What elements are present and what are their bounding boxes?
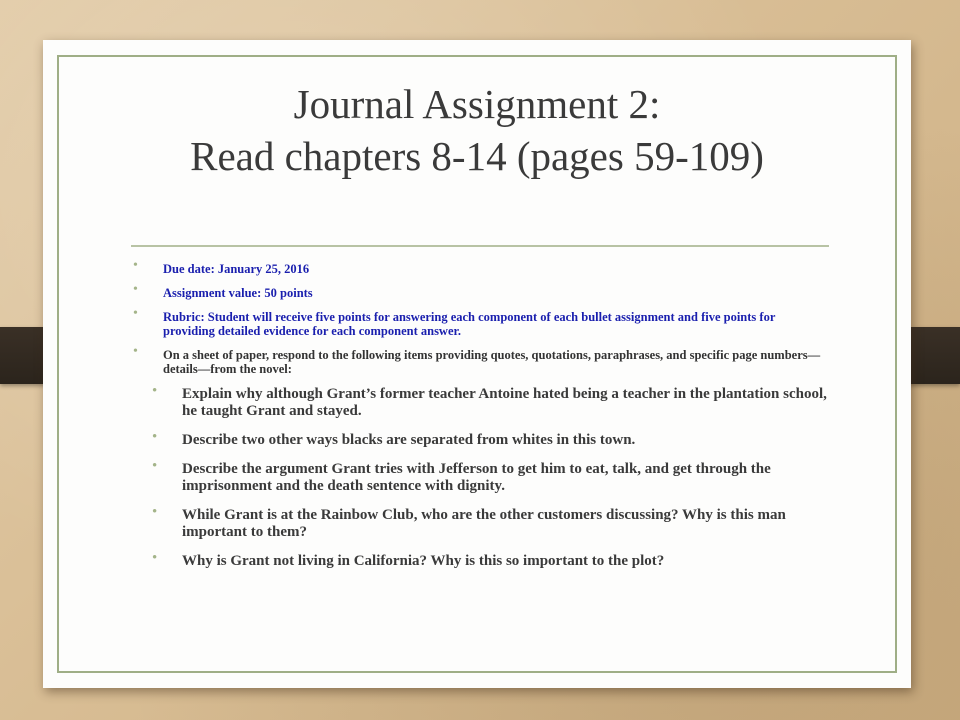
- bullet-dot-icon: •: [133, 258, 138, 273]
- sub-bullet-text: Why is Grant not living in California? Why is this so important to the plot?: [182, 553, 665, 569]
- sub-bullet-text: Describe two other ways blacks are separated from whites in this town.: [182, 432, 636, 448]
- bullet-rubric: [130, 306, 830, 338]
- bullet-dot-icon: •: [133, 344, 138, 359]
- bullet-text: Assignment value: 50 points: [163, 286, 313, 300]
- bullet-dot-icon: •: [152, 429, 158, 445]
- sub-bullet-list: [130, 383, 830, 570]
- bullet-due-date: [130, 258, 830, 276]
- sub-bullet-text: Describe the argument Grant tries with Jefferson to get him to eat, talk, and get through the imprisonment and the death sentence with dignity.: [182, 461, 771, 494]
- bullet-assignment-value: [130, 282, 830, 300]
- bullet-instructions: [130, 344, 830, 376]
- title-line-1: Journal Assignment 2:: [293, 81, 661, 127]
- title-divider: [131, 245, 829, 247]
- slide-body: [130, 258, 830, 582]
- bullet-dot-icon: •: [152, 458, 158, 474]
- sub-bullet-item: [130, 383, 830, 420]
- sub-bullet-item: [130, 458, 830, 495]
- bullet-dot-icon: •: [133, 306, 138, 321]
- sub-bullet-text: While Grant is at the Rainbow Club, who are the other customers discussing? Why is this man important to them?: [182, 507, 786, 540]
- bullet-dot-icon: •: [133, 282, 138, 297]
- bullet-dot-icon: •: [152, 504, 158, 520]
- bullet-dot-icon: •: [152, 550, 158, 566]
- bullet-text: On a sheet of paper, respond to the following items providing quotes, quotations, paraphrases, and specific page numbers—details—from the novel:: [163, 348, 821, 376]
- bullet-text: Rubric: Student will receive five points for answering each component of each bullet assignment and five points for providing detailed evidence for each component answer.: [163, 310, 776, 338]
- sub-bullet-text: Explain why although Grant’s former teacher Antoine hated being a teacher in the plantation school, he taught Grant and stayed.: [182, 386, 827, 419]
- bullet-list: [130, 258, 830, 376]
- bullet-dot-icon: •: [152, 383, 158, 399]
- sub-bullet-item: [130, 504, 830, 541]
- sub-bullet-item: [130, 550, 830, 570]
- sub-bullet-item: [130, 429, 830, 449]
- bullet-text: Due date: January 25, 2016: [163, 262, 310, 276]
- slide-title: [43, 78, 911, 182]
- title-line-2: Read chapters 8-14 (pages 59-109): [190, 133, 764, 179]
